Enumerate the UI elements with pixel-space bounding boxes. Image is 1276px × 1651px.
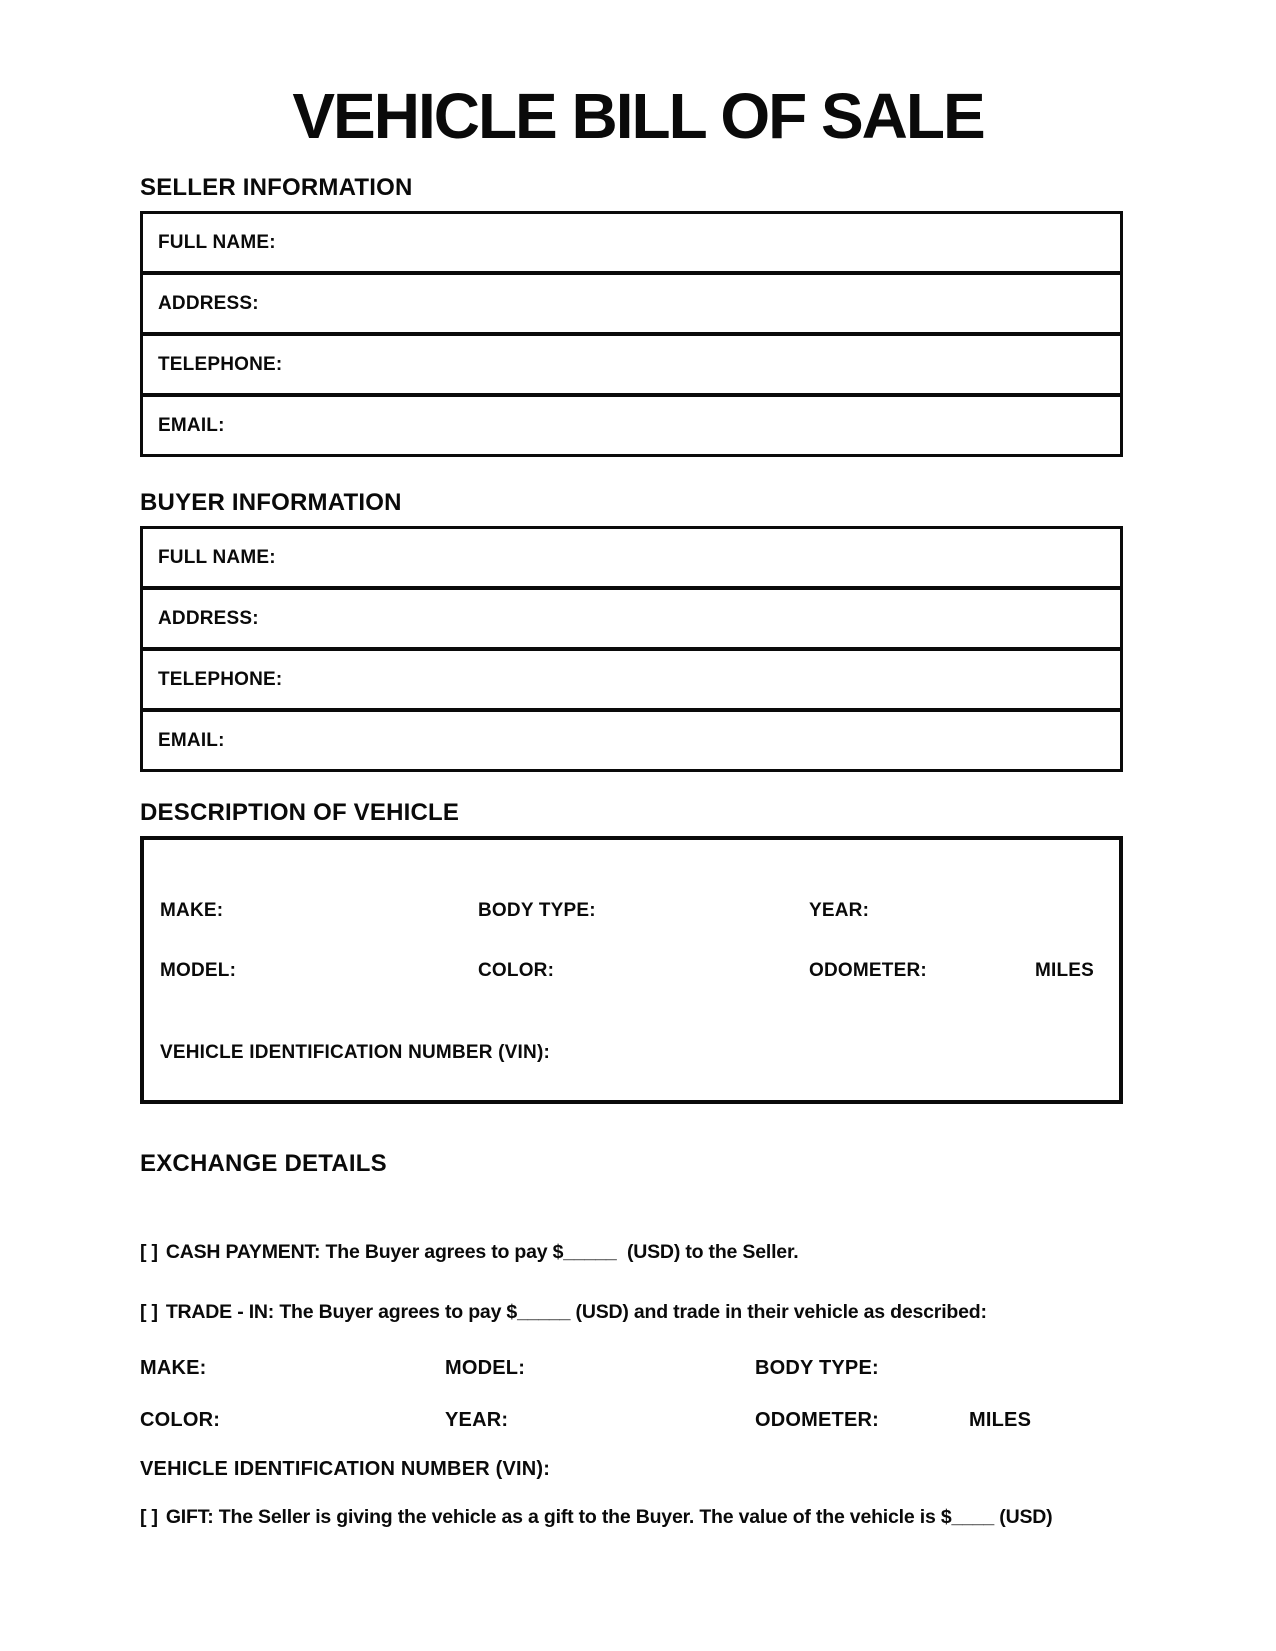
vehicle-color-input-area[interactable] <box>554 958 806 984</box>
vehicle-miles-unit <box>1035 958 1094 984</box>
vehicle-body-type-field[interactable] <box>478 898 806 924</box>
trade-in-make-input-area[interactable] <box>207 1355 438 1381</box>
seller-information-heading: SELLER INFORMATION <box>140 174 413 201</box>
buyer-information-table <box>140 526 1123 772</box>
vehicle-vin-input-area[interactable] <box>550 1040 1100 1066</box>
vehicle-body-type-input-area[interactable] <box>596 898 806 924</box>
trade-in-model-field[interactable] <box>445 1355 748 1381</box>
seller-email-input-area[interactable] <box>225 397 1105 454</box>
vehicle-model-label: MODEL: <box>160 960 237 981</box>
exchange-details-heading: EXCHANGE DETAILS <box>140 1150 387 1177</box>
vehicle-odometer-field[interactable] <box>809 958 1031 984</box>
vehicle-color-field[interactable] <box>478 958 806 984</box>
cash-payment-option <box>140 1241 798 1264</box>
document-title: VEHICLE BILL OF SALE <box>292 80 984 152</box>
buyer-full-name-field[interactable] <box>140 526 1123 589</box>
buyer-email-field[interactable] <box>140 709 1123 772</box>
seller-full-name-label: FULL NAME: <box>158 231 276 253</box>
vehicle-model-field[interactable] <box>160 958 478 984</box>
trade-in-odometer-label: ODOMETER: <box>755 1408 880 1431</box>
vehicle-vin-field[interactable] <box>160 1040 1100 1066</box>
trade-in-body-type-input-area[interactable] <box>879 1355 1125 1381</box>
buyer-telephone-label: TELEPHONE: <box>158 668 283 690</box>
buyer-address-field[interactable] <box>140 587 1123 650</box>
trade-in-odometer-field[interactable] <box>755 1407 962 1433</box>
trade-in-vin-label: VEHICLE IDENTIFICATION NUMBER (VIN): <box>140 1457 551 1480</box>
vehicle-year-field[interactable] <box>809 898 1109 924</box>
trade-in-miles-label: MILES <box>969 1408 1032 1431</box>
gift-text: GIFT: The Seller is giving the vehicle as a gift to the Buyer. The value of the vehicle is $____ (USD) <box>165 1506 1053 1528</box>
trade-in-checkbox[interactable]: [ ] <box>140 1301 158 1323</box>
buyer-telephone-input-area[interactable] <box>282 651 1105 708</box>
buyer-full-name-label: FULL NAME: <box>158 546 276 568</box>
trade-in-model-label: MODEL: <box>445 1356 526 1379</box>
buyer-telephone-field[interactable] <box>140 648 1123 711</box>
trade-in-year-field[interactable] <box>445 1407 748 1433</box>
trade-in-year-label: YEAR: <box>445 1408 509 1431</box>
vehicle-color-label: COLOR: <box>478 960 555 981</box>
trade-in-color-field[interactable] <box>140 1407 438 1433</box>
trade-in-make-field[interactable] <box>140 1355 438 1381</box>
buyer-information-heading: BUYER INFORMATION <box>140 489 402 516</box>
cash-payment-text: CASH PAYMENT: The Buyer agrees to pay $_____ (USD) to the Seller. <box>165 1241 799 1263</box>
seller-telephone-label: TELEPHONE: <box>158 353 283 375</box>
cash-payment-checkbox[interactable]: [ ] <box>140 1241 158 1263</box>
seller-telephone-field[interactable] <box>140 333 1123 396</box>
seller-telephone-input-area[interactable] <box>282 336 1105 393</box>
vehicle-year-input-area[interactable] <box>869 898 1109 924</box>
buyer-email-label: EMAIL: <box>158 729 225 751</box>
seller-address-field[interactable] <box>140 272 1123 335</box>
trade-in-option <box>140 1301 987 1324</box>
trade-in-miles-unit <box>969 1407 1031 1433</box>
vehicle-make-input-area[interactable] <box>223 898 478 924</box>
vehicle-make-field[interactable] <box>160 898 478 924</box>
buyer-address-input-area[interactable] <box>259 590 1105 647</box>
vehicle-body-type-label: BODY TYPE: <box>478 900 596 921</box>
buyer-email-input-area[interactable] <box>225 712 1105 769</box>
trade-in-body-type-label: BODY TYPE: <box>755 1356 879 1379</box>
trade-in-model-input-area[interactable] <box>525 1355 748 1381</box>
seller-information-table <box>140 211 1123 457</box>
vehicle-odometer-label: ODOMETER: <box>809 960 927 981</box>
trade-in-make-label: MAKE: <box>140 1356 207 1379</box>
buyer-address-label: ADDRESS: <box>158 607 259 629</box>
trade-in-odometer-input-area[interactable] <box>879 1407 962 1433</box>
trade-in-color-label: COLOR: <box>140 1408 221 1431</box>
buyer-full-name-input-area[interactable] <box>276 529 1105 586</box>
seller-full-name-input-area[interactable] <box>276 214 1105 271</box>
vehicle-miles-label: MILES <box>1035 960 1095 981</box>
vehicle-model-input-area[interactable] <box>236 958 478 984</box>
gift-option <box>140 1506 1052 1529</box>
trade-in-color-input-area[interactable] <box>220 1407 438 1433</box>
trade-in-body-type-field[interactable] <box>755 1355 1125 1381</box>
vehicle-odometer-input-area[interactable] <box>927 958 1031 984</box>
vehicle-vin-label: VEHICLE IDENTIFICATION NUMBER (VIN): <box>160 1042 551 1063</box>
seller-address-label: ADDRESS: <box>158 292 259 314</box>
trade-in-year-input-area[interactable] <box>508 1407 748 1433</box>
seller-email-field[interactable] <box>140 394 1123 457</box>
vehicle-description-box <box>140 836 1123 1104</box>
description-of-vehicle-heading: DESCRIPTION OF VEHICLE <box>140 799 460 826</box>
seller-full-name-field[interactable] <box>140 211 1123 274</box>
seller-email-label: EMAIL: <box>158 414 225 436</box>
vehicle-make-label: MAKE: <box>160 900 224 921</box>
seller-address-input-area[interactable] <box>259 275 1105 332</box>
trade-in-text: TRADE - IN: The Buyer agrees to pay $_____ (USD) and trade in their vehicle as described: <box>165 1301 987 1323</box>
gift-checkbox[interactable]: [ ] <box>140 1506 158 1528</box>
trade-in-vin-field[interactable] <box>140 1456 1123 1482</box>
trade-in-vin-input-area[interactable] <box>550 1456 1123 1482</box>
vehicle-year-label: YEAR: <box>809 900 870 921</box>
